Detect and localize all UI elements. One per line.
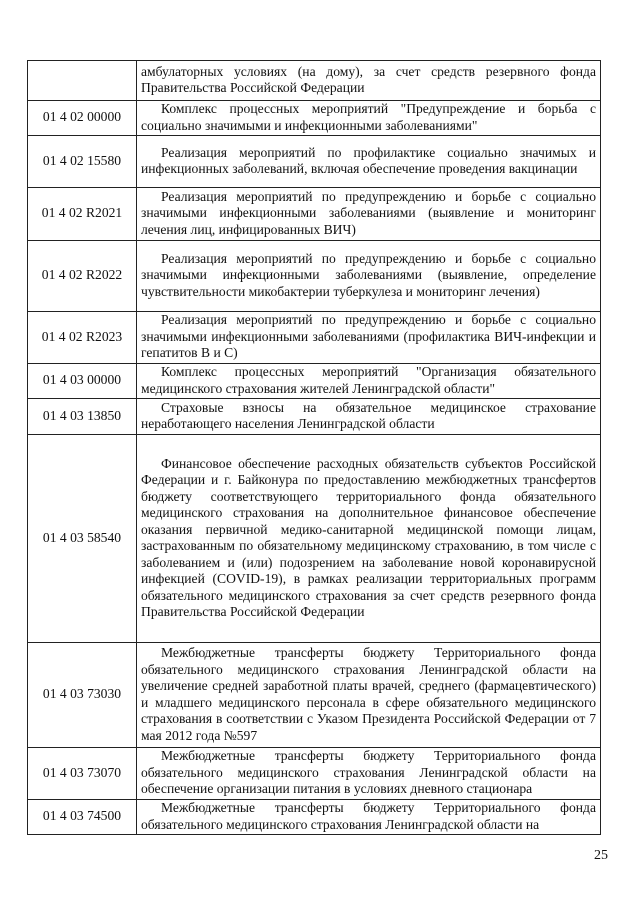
code-cell: 01 4 03 00000 (28, 364, 137, 399)
code-cell: 01 4 02 15580 (28, 136, 137, 188)
description-cell: Реализация мероприятий по предупреждению и борьбе с социально значимыми инфекционными заболеваниями (выявление и мониторинг лечения лиц, инфицированных ВИЧ) (137, 188, 601, 241)
table-row (28, 364, 601, 399)
table-row (28, 800, 601, 835)
table-row (28, 643, 601, 748)
description-cell: Комплекс процессных мероприятий "Организация обязательного медицинского страхования жителей Ленинградской области" (137, 364, 601, 399)
code-cell: 01 4 02 R2023 (28, 312, 137, 364)
table-row (28, 399, 601, 435)
code-cell: 01 4 02 R2021 (28, 188, 137, 241)
code-cell: 01 4 03 74500 (28, 800, 137, 835)
code-cell: 01 4 03 73030 (28, 643, 137, 748)
budget-classification-table (27, 60, 601, 835)
description-cell: Финансовое обеспечение расходных обязательств субъектов Российской Федерации и г. Байконура по предоставлению межбюджетных трансфертов бюджету соответствующего территориального фонда обязательного медицинского страхования на дополнительное финансовое обеспечение оказания первичной медико-санитарной медицинской помощи лицам, застрахованным по обязательному медицинскому страхованию, в том числе с заболеванием и (или) подозрением на заболевание новой коронавирусной инфекцией (COVID-19), в рамках реализации территориальных программ обязательного медицинского страхования за счет средств резервного фонда Правительства Российской Федерации (137, 435, 601, 643)
table-row (28, 61, 601, 101)
table-row (28, 101, 601, 136)
code-cell: 01 4 03 73070 (28, 748, 137, 800)
description-cell: Межбюджетные трансферты бюджету Территориального фонда обязательного медицинского страхования Ленинградской области на увеличение средней заработной платы врачей, среднего (фармацевтического) и младшего медицинского персонала в сфере обязательного медицинского страхования в соответствии с Указом Президента Российской Федерации от 7 мая 2012 года №597 (137, 643, 601, 748)
table-row (28, 312, 601, 364)
description-cell: Страховые взносы на обязательное медицинское страхование неработающего населения Ленинградской области (137, 399, 601, 435)
code-cell: 01 4 03 58540 (28, 435, 137, 643)
code-cell: 01 4 03 13850 (28, 399, 137, 435)
table-row (28, 435, 601, 643)
description-cell: Межбюджетные трансферты бюджету Территориального фонда обязательного медицинского страхования Ленинградской области на (137, 800, 601, 835)
description-cell: Комплекс процессных мероприятий "Предупреждение и борьба с социально значимыми и инфекционными заболеваниями" (137, 101, 601, 136)
table-row (28, 241, 601, 312)
description-cell: Межбюджетные трансферты бюджету Территориального фонда обязательного медицинского страхования Ленинградской области на обеспечение организации питания в условиях дневного стационара (137, 748, 601, 800)
table-row (28, 188, 601, 241)
page-number: 25 (594, 848, 608, 863)
table-row (28, 748, 601, 800)
code-cell (28, 61, 137, 101)
code-cell: 01 4 02 R2022 (28, 241, 137, 312)
code-cell: 01 4 02 00000 (28, 101, 137, 136)
table-row (28, 136, 601, 188)
description-cell: Реализация мероприятий по предупреждению и борьбе с социально значимыми инфекционными заболеваниями (профилактика ВИЧ-инфекции и гепатитов В и С) (137, 312, 601, 364)
description-cell: Реализация мероприятий по профилактике социально значимых и инфекционных заболеваний, включая обеспечение проведения вакцинации (137, 136, 601, 188)
description-cell: Реализация мероприятий по предупреждению и борьбе с социально значимыми инфекционными заболеваниями (выявление, определение чувствительности микобактерии туберкулеза и мониторинг лечения) (137, 241, 601, 312)
description-cell: амбулаторных условиях (на дому), за счет средств резервного фонда Правительства Российской Федерации (137, 61, 601, 101)
